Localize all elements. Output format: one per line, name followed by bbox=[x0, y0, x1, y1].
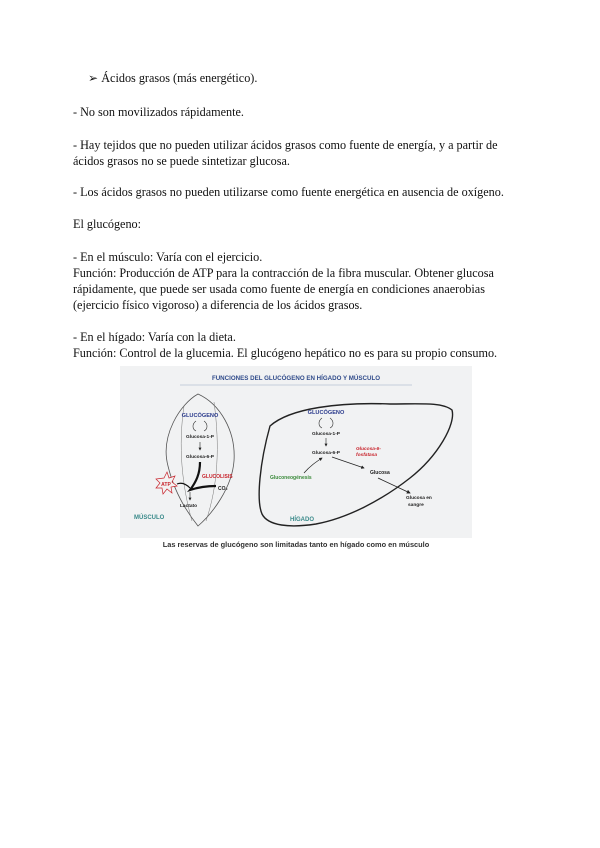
text-line: Función: Producción de ATP para la contracción de la fibra muscular. Obtener glucosa bbox=[73, 266, 494, 280]
cycle-arrow-icon bbox=[193, 421, 207, 431]
gluconeogenesis-label: Gluconeogénesis bbox=[270, 475, 312, 481]
liver-g6p: Glucosa-6-P bbox=[312, 451, 340, 456]
co2-label: CO₂ bbox=[218, 486, 228, 492]
liver-glucogeno: GLUCÓGENO bbox=[307, 410, 345, 416]
text-line: - No son movilizados rápidamente. bbox=[73, 105, 244, 119]
text-line: - En el músculo: Varía con el ejercicio. bbox=[73, 250, 263, 264]
atp-label: ATP bbox=[161, 482, 171, 488]
text-line: (ejercicio físico vigoroso) a diferencia de los ácidos grasos. bbox=[73, 298, 363, 312]
text-line: Función: Control de la glucemia. El glucógeno hepático no es para su propio consumo. bbox=[73, 346, 498, 360]
text-line: ácidos grasos no se puede sintetizar glucosa. bbox=[73, 154, 290, 168]
musculo-label: MÚSCULO bbox=[134, 515, 165, 521]
glucosa-sangre-2: sangre bbox=[408, 503, 424, 508]
glucolisis-label: GLUCOLISIS bbox=[202, 474, 233, 480]
figure-caption: Las reservas de glucógeno son limitadas tanto en hígado como en músculo bbox=[162, 540, 430, 549]
lactato-label: Lactato bbox=[180, 504, 198, 509]
text-line: - Hay tejidos que no pueden utilizar ácidos grasos como fuente de energía, y a partir de bbox=[73, 138, 498, 152]
cycle-arrow-icon bbox=[319, 418, 333, 428]
fosfatasa-label-1: Glucosa-6- bbox=[356, 447, 381, 452]
liver-glucosa: Glucosa bbox=[370, 470, 390, 476]
text-line: - En el hígado: Varía con la dieta. bbox=[73, 330, 236, 344]
muscle-glucogeno: GLUCÓGENO bbox=[181, 413, 219, 419]
muscle-g6p: Glucosa-6-P bbox=[186, 455, 214, 460]
arrow-icon bbox=[304, 458, 322, 473]
glycogen-diagram bbox=[120, 366, 472, 538]
liver-g1p: Glucosa-1-P bbox=[312, 432, 340, 437]
arrow-icon bbox=[332, 457, 364, 468]
diagram-title: FUNCIONES DEL GLUCÓGENO EN HÍGADO Y MÚSCULO bbox=[211, 375, 381, 382]
diagram-svg bbox=[120, 366, 472, 538]
text-line: - Los ácidos grasos no pueden utilizarse como fuente energética en ausencia de oxígeno. bbox=[73, 185, 504, 199]
bullet-acidos-grasos: ➢ Ácidos grasos (más energético). bbox=[88, 71, 258, 85]
text-line: rápidamente, que puede ser usada como fuente de energía en condiciones anaerobias bbox=[73, 282, 485, 296]
atp-arrow bbox=[177, 483, 190, 488]
glucosa-sangre-1: Glucosa en bbox=[406, 496, 432, 501]
muscle-g1p: Glucosa-1-P bbox=[186, 435, 214, 440]
muscle-fiber bbox=[206, 402, 217, 521]
section-heading-glucogeno: El glucógeno: bbox=[73, 217, 142, 231]
arrow-icon bbox=[378, 478, 410, 493]
fosfatasa-label-2: fosfatasa bbox=[356, 453, 378, 458]
higado-label: HÍGADO bbox=[290, 517, 314, 523]
